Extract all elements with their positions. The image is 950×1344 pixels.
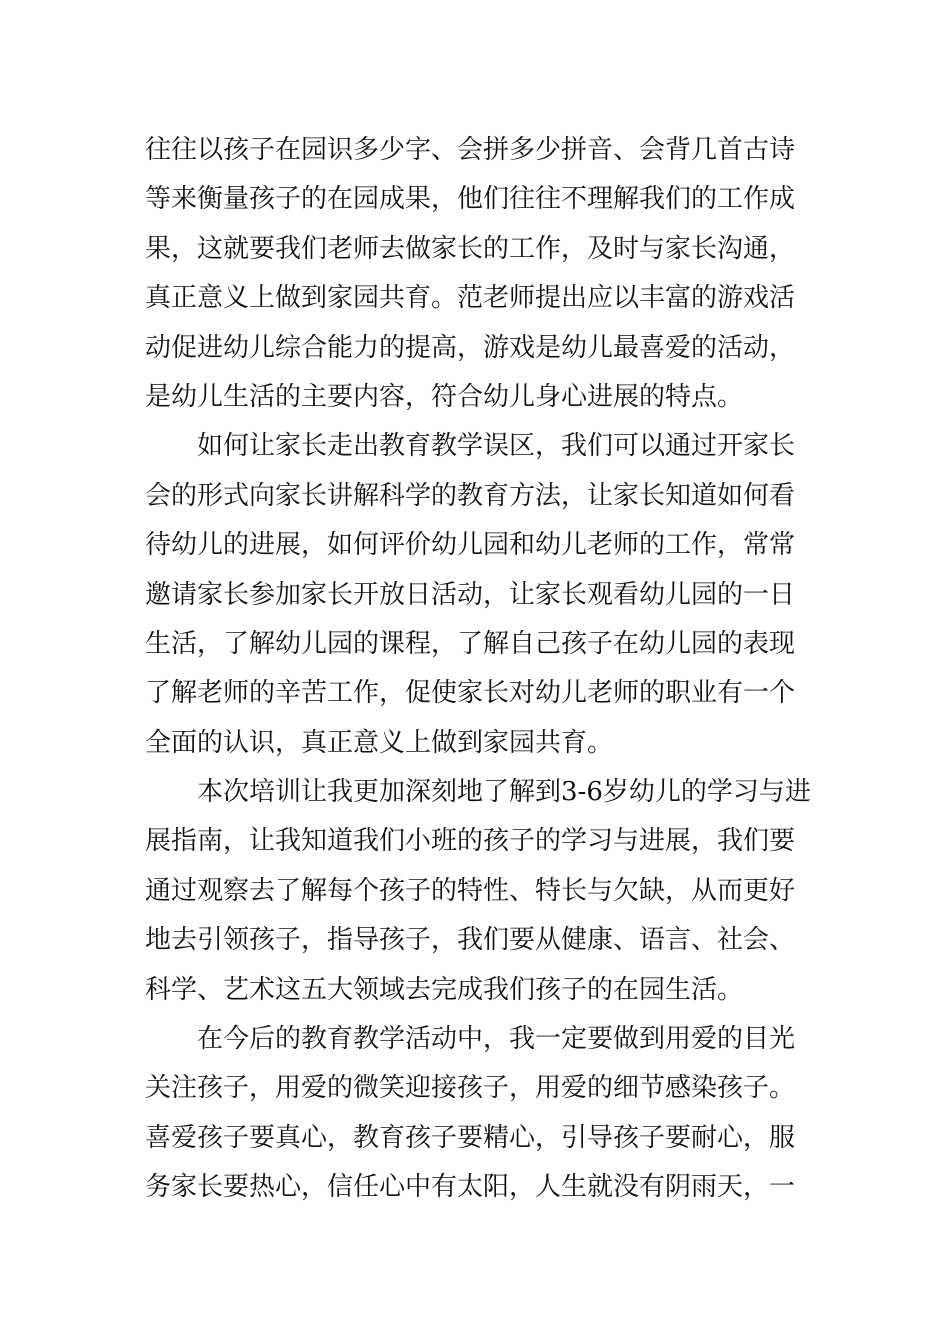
text-line: 果，这就要我们老师去做家长的工作，及时与家长沟通，: [145, 233, 796, 264]
text-line: 关注孩子，用爱的微笑迎接孩子，用爱的细节感染孩子。: [145, 1073, 796, 1104]
text-line: 生活，了解幼儿园的课程，了解自己孩子在幼儿园的表现: [145, 628, 796, 659]
text-line: 通过观察去了解每个孩子的特性、特长与欠缺，从而更好: [145, 875, 796, 906]
text-line: 展指南，让我知道我们小班的孩子的学习与进展，我们要: [145, 826, 796, 857]
text-line: 喜爱孩子要真心，教育孩子要精心，引导孩子要耐心，服: [145, 1122, 796, 1153]
text-line: 邀请家长参加家长开放日活动，让家长观看幼儿园的一日: [145, 579, 796, 610]
text-line: 了解老师的辛苦工作，促使家长对幼儿老师的职业有一个: [145, 678, 796, 709]
text-line: 是幼儿生活的主要内容，符合幼儿身心进展的特点。: [145, 381, 744, 412]
text-line: 务家长要热心，信任心中有太阳，人生就没有阴雨天，一: [145, 1172, 796, 1203]
text-line: 动促进幼儿综合能力的提高，游戏是幼儿最喜爱的活动，: [145, 332, 796, 363]
text-line: 会的形式向家长讲解科学的教育方法，让家长知道如何看: [145, 480, 796, 511]
paragraph-start-line: 本次培训让我更加深刻地了解到3-6岁幼儿的学习与进: [197, 777, 811, 808]
text-line: 往往以孩子在园识多少字、会拼多少拼音、会背几首古诗: [145, 135, 796, 165]
text-line: 科学、艺术这五大领域去完成我们孩子的在园生活。: [145, 974, 744, 1005]
text-line: 真正意义上做到家园共育。范老师提出应以丰富的游戏活: [145, 283, 796, 314]
text-line: 全面的认识，真正意义上做到家园共育。: [145, 727, 614, 758]
text-line: 地去引领孩子，指导孩子，我们要从健康、语言、社会、: [145, 925, 796, 956]
text-line: 待幼儿的进展，如何评价幼儿园和幼儿老师的工作，常常: [145, 530, 796, 561]
text-line: 等来衡量孩子的在园成果，他们往往不理解我们的工作成: [145, 184, 796, 215]
paragraph-start-line: 在今后的教育教学活动中，我一定要做到用爱的目光: [197, 1024, 796, 1055]
body-text: [145, 126, 815, 1213]
paragraph-start-line: 如何让家长走出教育教学误区，我们可以通过开家长: [197, 431, 796, 462]
